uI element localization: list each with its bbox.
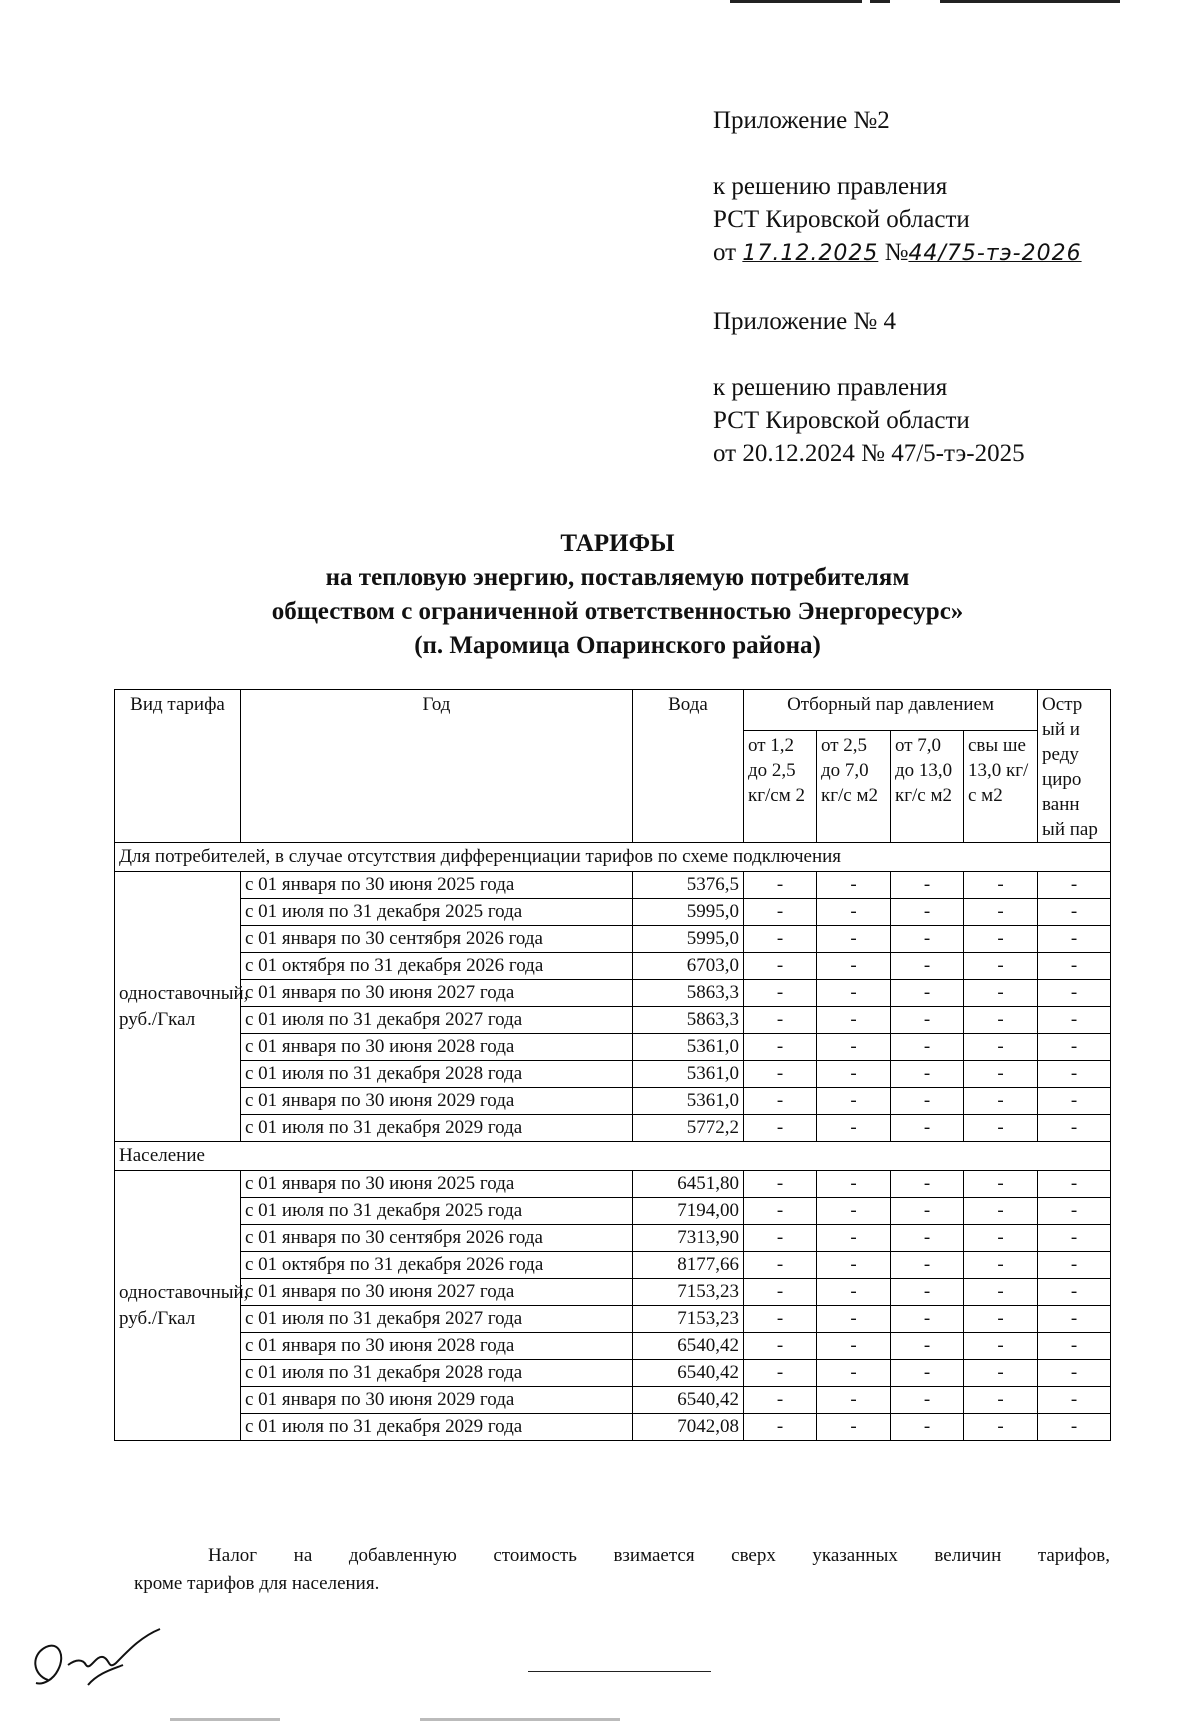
appendix-4-block [713,305,1025,470]
dash-cell: - [964,980,1038,1007]
dash-cell: - [891,1360,964,1387]
dash-cell: - [744,1061,817,1088]
appendix-4-line3: от 20.12.2024 № 47/5-тэ-2025 [713,440,1025,467]
header-year: Год [241,690,633,843]
tariff-row [115,926,1111,953]
tariff-row [115,953,1111,980]
dash-cell: - [817,1034,891,1061]
water-value-cell: 7153,23 [633,1279,744,1306]
dash-cell: - [744,1088,817,1115]
dash-cell: - [817,1198,891,1225]
water-value-cell: 5863,3 [633,1007,744,1034]
header-row-1 [115,690,1111,731]
dash-cell: - [817,1306,891,1333]
header-pressure-3: от 7,0 до 13,0 кг/с м2 [891,731,964,843]
tariff-row [115,899,1111,926]
date-prefix: от [713,239,737,266]
period-cell: с 01 января по 30 июня 2029 года [241,1088,633,1115]
period-cell: с 01 января по 30 июня 2027 года [241,1279,633,1306]
water-value-cell: 7194,00 [633,1198,744,1225]
signature [28,1625,168,1700]
tariff-row [115,1333,1111,1360]
dash-cell: - [964,1225,1038,1252]
dash-cell: - [817,926,891,953]
dash-cell: - [891,1061,964,1088]
dash-cell: - [964,872,1038,899]
dash-cell: - [1038,1034,1111,1061]
tariff-row [115,1007,1111,1034]
tariff-row [115,980,1111,1007]
period-cell: с 01 января по 30 сентября 2026 года [241,926,633,953]
dash-cell: - [744,1252,817,1279]
header-pressure-4: свы ше 13,0 кг/с м2 [964,731,1038,843]
period-cell: с 01 июля по 31 декабря 2029 года [241,1414,633,1441]
water-value-cell: 5361,0 [633,1034,744,1061]
dash-cell: - [964,926,1038,953]
dash-cell: - [1038,1387,1111,1414]
dash-cell: - [817,1171,891,1198]
dash-cell: - [744,899,817,926]
dash-cell: - [817,872,891,899]
appendix-2-line1: к решению правления [713,173,948,200]
dash-cell: - [817,1061,891,1088]
dash-cell: - [964,1279,1038,1306]
heading-title: ТАРИФЫ [560,530,675,557]
tariff-row [115,1115,1111,1142]
vat-note [134,1542,1110,1598]
dash-cell: - [964,1061,1038,1088]
dash-cell: - [744,872,817,899]
period-cell: с 01 июля по 31 декабря 2028 года [241,1360,633,1387]
scan-bottom-mark [150,1717,630,1721]
dash-cell: - [964,1306,1038,1333]
tariff-row [115,1387,1111,1414]
dash-cell: - [817,1007,891,1034]
dash-cell: - [964,899,1038,926]
tariff-row [115,1171,1111,1198]
period-cell: с 01 января по 30 июня 2028 года [241,1034,633,1061]
dash-cell: - [891,899,964,926]
dash-cell: - [1038,1360,1111,1387]
period-cell: с 01 января по 30 июня 2025 года [241,872,633,899]
dash-cell: - [1038,1279,1111,1306]
dash-cell: - [744,1360,817,1387]
dash-cell: - [744,1225,817,1252]
dash-cell: - [891,1007,964,1034]
dash-cell: - [964,953,1038,980]
dash-cell: - [891,1198,964,1225]
water-value-cell: 5995,0 [633,899,744,926]
dash-cell: - [891,980,964,1007]
dash-cell: - [1038,1333,1111,1360]
dash-cell: - [1038,1198,1111,1225]
period-cell: с 01 января по 30 июня 2028 года [241,1333,633,1360]
dash-cell: - [744,953,817,980]
dash-cell: - [744,1306,817,1333]
dash-cell: - [891,1115,964,1142]
water-value-cell: 6540,42 [633,1333,744,1360]
dash-cell: - [891,1414,964,1441]
tariff-row [115,1252,1111,1279]
dash-cell: - [964,1360,1038,1387]
water-value-cell: 7313,90 [633,1225,744,1252]
section-title: Для потребителей, в случае отсутствия дифференциации тарифов по схеме подключения [115,843,1111,872]
tariff-type-cell: одноставочный, руб./Гкал [115,1171,241,1441]
header-water: Вода [633,690,744,843]
tariff-row [115,1198,1111,1225]
dash-cell: - [744,1279,817,1306]
dash-cell: - [964,1034,1038,1061]
heading-line2: обществом с ограниченной ответственностью Энергоресурс» [271,598,964,625]
dash-cell: - [744,1414,817,1441]
appendix-2-line2: РСТ Кировской области [713,206,970,233]
scan-top-mark [730,0,1120,5]
section-title-row [115,1142,1111,1171]
tariff-row [115,1306,1111,1333]
water-value-cell: 5772,2 [633,1115,744,1142]
handwritten-number: 44/75-тэ-2026 [908,241,1082,266]
period-cell: с 01 июля по 31 декабря 2027 года [241,1306,633,1333]
section-population [115,1142,1111,1441]
dash-cell: - [964,1007,1038,1034]
water-value-cell: 7153,23 [633,1306,744,1333]
dash-cell: - [964,1252,1038,1279]
header-steam: Отборный пар давлением [744,690,1038,731]
dash-cell: - [964,1171,1038,1198]
dash-cell: - [744,1333,817,1360]
dash-cell: - [964,1198,1038,1225]
period-cell: с 01 октября по 31 декабря 2026 года [241,953,633,980]
water-value-cell: 5361,0 [633,1088,744,1115]
dash-cell: - [891,953,964,980]
handwritten-date: 17.12.2025 [742,241,879,266]
dash-cell: - [1038,926,1111,953]
dash-cell: - [817,1279,891,1306]
tariff-table [114,689,1111,1441]
appendix-4-title: Приложение № 4 [713,308,897,335]
dash-cell: - [817,899,891,926]
tariff-row [115,1279,1111,1306]
heading-line3: (п. Маромица Опаринского района) [414,632,821,659]
dash-cell: - [817,980,891,1007]
tariff-row [115,1034,1111,1061]
water-value-cell: 8177,66 [633,1252,744,1279]
dash-cell: - [744,1387,817,1414]
heading-line1: на тепловую энергию, поставляемую потребителям [325,564,910,591]
water-value-cell: 7042,08 [633,1414,744,1441]
header-pressure-1: от 1,2 до 2,5 кг/см 2 [744,731,817,843]
appendix-2-title: Приложение №2 [713,107,890,134]
dash-cell: - [744,1034,817,1061]
dash-cell: - [891,1034,964,1061]
dash-cell: - [1038,1088,1111,1115]
signature-line [528,1671,711,1672]
dash-cell: - [744,1115,817,1142]
dash-cell: - [891,1171,964,1198]
dash-cell: - [1038,1414,1111,1441]
dash-cell: - [817,1252,891,1279]
header-sharp-steam: Остр ый и реду циро ванн ый пар [1038,690,1111,843]
dash-cell: - [891,1387,964,1414]
period-cell: с 01 июля по 31 декабря 2025 года [241,899,633,926]
period-cell: с 01 июля по 31 декабря 2027 года [241,1007,633,1034]
appendix-4-line1: к решению правления [713,374,948,401]
tariff-row [115,1414,1111,1441]
dash-cell: - [1038,1115,1111,1142]
tariff-row [115,872,1111,899]
dash-cell: - [817,1225,891,1252]
period-cell: с 01 января по 30 июня 2029 года [241,1387,633,1414]
dash-cell: - [1038,899,1111,926]
dash-cell: - [1038,872,1111,899]
dash-cell: - [744,926,817,953]
dash-cell: - [891,926,964,953]
dash-cell: - [891,1279,964,1306]
dash-cell: - [1038,953,1111,980]
tariff-row [115,1360,1111,1387]
water-value-cell: 5376,5 [633,872,744,899]
dash-cell: - [1038,980,1111,1007]
dash-cell: - [1038,1061,1111,1088]
water-value-cell: 6540,42 [633,1360,744,1387]
tariff-row [115,1061,1111,1088]
number-prefix: № [884,239,909,266]
dash-cell: - [1038,1171,1111,1198]
header-tariff-type: Вид тарифа [115,690,241,843]
period-cell: с 01 января по 30 июня 2027 года [241,980,633,1007]
note-line1: Налог на добавленную стоимость взимается сверх указанных величин тарифов, [208,1545,1110,1566]
dash-cell: - [744,980,817,1007]
dash-cell: - [1038,1306,1111,1333]
dash-cell: - [817,953,891,980]
dash-cell: - [817,1360,891,1387]
dash-cell: - [817,1115,891,1142]
tariff-row [115,1225,1111,1252]
dash-cell: - [891,872,964,899]
dash-cell: - [964,1414,1038,1441]
dash-cell: - [964,1333,1038,1360]
water-value-cell: 6703,0 [633,953,744,980]
period-cell: с 01 января по 30 сентября 2026 года [241,1225,633,1252]
dash-cell: - [891,1333,964,1360]
dash-cell: - [964,1115,1038,1142]
period-cell: с 01 января по 30 июня 2025 года [241,1171,633,1198]
dash-cell: - [964,1088,1038,1115]
water-value-cell: 6540,42 [633,1387,744,1414]
note-line2: кроме тарифов для населения. [134,1573,380,1594]
section-title-row [115,843,1111,872]
dash-cell: - [817,1333,891,1360]
appendix-4-line2: РСТ Кировской области [713,407,970,434]
section-consumers [115,843,1111,1142]
period-cell: с 01 октября по 31 декабря 2026 года [241,1252,633,1279]
period-cell: с 01 июля по 31 декабря 2025 года [241,1198,633,1225]
period-cell: с 01 июля по 31 декабря 2028 года [241,1061,633,1088]
tariff-type-cell: одноставочный, руб./Гкал [115,872,241,1142]
section-title: Население [115,1142,1111,1171]
dash-cell: - [744,1007,817,1034]
dash-cell: - [1038,1225,1111,1252]
dash-cell: - [744,1171,817,1198]
water-value-cell: 6451,80 [633,1171,744,1198]
dash-cell: - [817,1387,891,1414]
appendix-2-date-line [713,236,1082,270]
period-cell: с 01 июля по 31 декабря 2029 года [241,1115,633,1142]
dash-cell: - [817,1414,891,1441]
dash-cell: - [891,1252,964,1279]
dash-cell: - [1038,1007,1111,1034]
header-pressure-2: от 2,5 до 7,0 кг/с м2 [817,731,891,843]
dash-cell: - [744,1198,817,1225]
water-value-cell: 5995,0 [633,926,744,953]
water-value-cell: 5361,0 [633,1061,744,1088]
dash-cell: - [891,1306,964,1333]
dash-cell: - [891,1088,964,1115]
tariff-row [115,1088,1111,1115]
dash-cell: - [817,1088,891,1115]
dash-cell: - [964,1387,1038,1414]
doc-heading [0,527,1200,663]
dash-cell: - [1038,1252,1111,1279]
water-value-cell: 5863,3 [633,980,744,1007]
appendix-2-block [713,104,1082,270]
dash-cell: - [891,1225,964,1252]
